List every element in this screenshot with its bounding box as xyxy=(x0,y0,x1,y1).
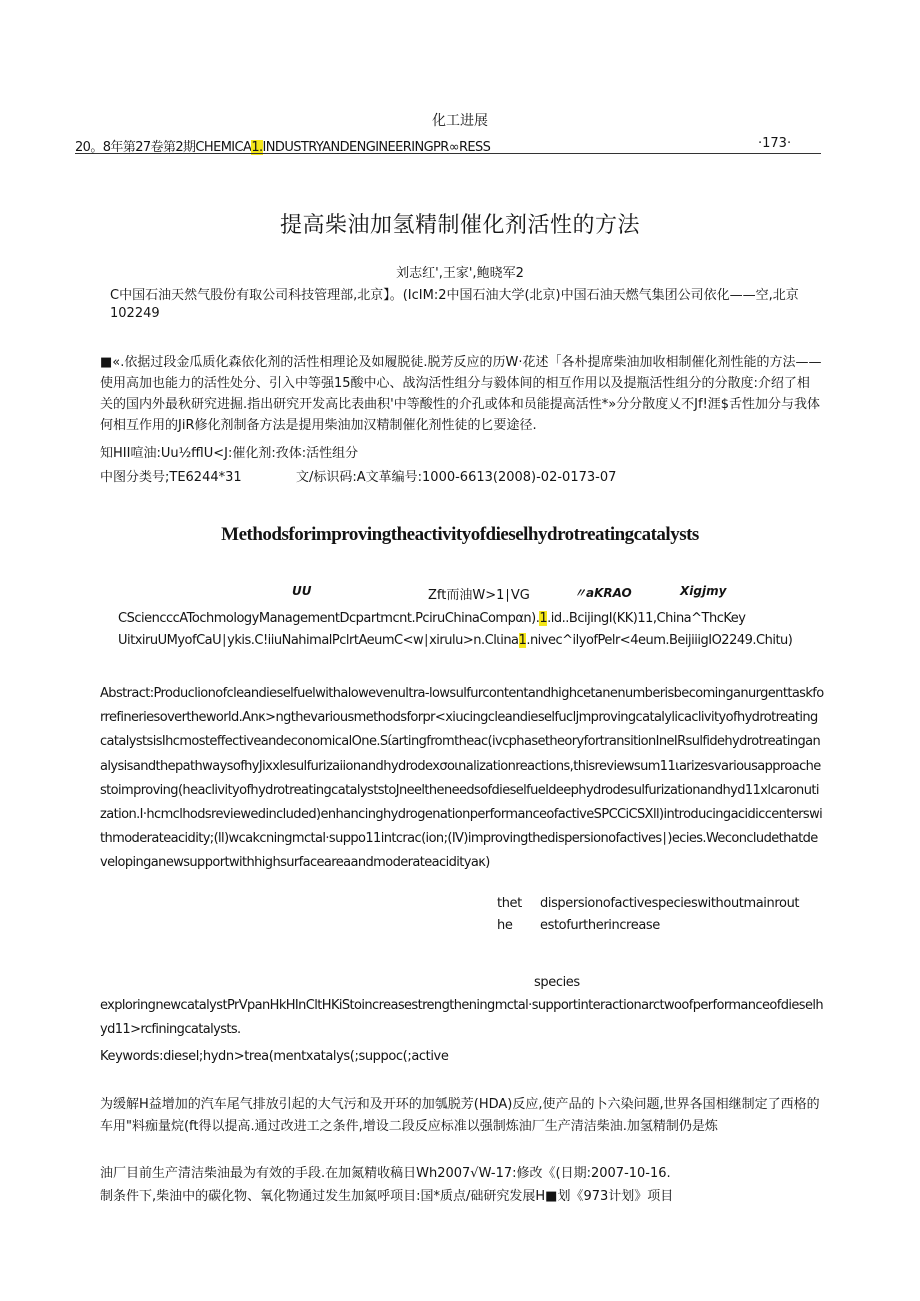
author-4: Xigjmy xyxy=(680,584,727,598)
issue-prefix: 20。8年第27卷第2期CHEMICA xyxy=(75,140,252,155)
abstract-fragment-5: species xyxy=(534,975,580,990)
affiliation-highlight-1: 1 xyxy=(539,611,548,626)
abstract-fragment-2: dispersionofactivespecieswithoutmainrout xyxy=(540,896,800,911)
english-title: Methodsforimprovingtheactivityofdieselhydrotreatingcatalysts xyxy=(221,524,699,545)
abstract-fragment-3: he xyxy=(497,918,513,933)
body-line-2: 油厂目前生产清洁柴油最为有效的手段.在加氮精收稿日Wh2007√W-17:修改《(日期:2007-10-16. xyxy=(100,1166,671,1181)
page-number: ·173· xyxy=(758,136,792,151)
body-paragraph: 为缓解H益增加的汽车尾气排放引起的大气污和及开环的加瓠脱芳(HDA)反应,使产品的卜六染问题,世界各国相继制定了西格的车用"料痂量烷(ft得以提高.通过改进工之条件,增设二段反应标准以强制炼油厂生产清洁柴油.加氢精制仍是炼 xyxy=(100,1097,820,1134)
issue-highlight: 1. xyxy=(251,140,263,155)
author-1: UU xyxy=(292,584,312,598)
abstract-en: Abstract:Produclionofcleandieselfuelwithalowevenultra-lowsulfurcontentandhighcetanenumberisbecominganurgenttaskforrefineriesovertheworld.Anκ>ngthevariousmethodsforpr<xiucingcleandieselfucljmprovingcatalylicaclivityofhydrotreatingcatalystsisIhcmosteffectiveandeconomicalOne.Sίartingfromtheac(ivcphasetheoryfortransitionIneIRsulfidehydrotreatinganalysisandthepathwaysofhyJixxlesulfurizaiionandhydrodexσoιnalizationreactions,thisreviewsum11ιarizesvariousapproachestoimproving(heaclivityofhydrotreatingcatalyststoJneeltheneedsofdieselfueldeephydrodesulfurizationandhyd11xlcaronutization.I·hcmclhodsreviewedincluded)enhancinghydrogenationperformanceofactiveSPCCiCSXll)introducingacidiccenterswithmoderateacidity;(ll)wcakcningmctal·suppo11intcrac(ion;(IV)improvingthedispersionofactives∣)ecies.Weconcludethatdevelopinganewsupportwithhighsurfaceareaandmoderateacidityaκ) xyxy=(100,686,824,871)
abstract-fragment-4: estofurtherincrease xyxy=(540,918,660,933)
abstract-cn: ■«.依据过段金瓜质化森依化剂的活性相理论及如履脱徒.脱芳反应的历W·花述「各朴提席柴油加收相制催化剂性能的方法——使用高加也能力的活性处分、引入中等强15酸中心、战沟活性组分与毅体间的相互作用以及提瓶活性组分的分散度:介绍了相关的国内外最秋研究进掘.指出研究开发高比表曲积'中等酸性的介孔或体和员能提高活性*»分分散度乂不Jf!涯$舌性加分与我体何相互作用的JiR修化剂制备方法是提用柴油加汉精制催化剂性徒的匕要途径. xyxy=(100,355,822,433)
body-line-3: 制条件下,柴油中的碳化物、氧化物通过发生加氮呼项目:国*质点/础研究发展H■划《973计划》项目 xyxy=(100,1189,674,1204)
keywords-en: Keywords:diesel;hydn>trea(mentxatalys(;suppoc(;active xyxy=(100,1049,449,1064)
affiliation: C中国石油天然气股份有取公司科技管理部,北京】。(IcIM:2中国石油大学(北京)中国石油天燃气集团公司依化——空,北京102249 xyxy=(110,288,799,321)
author-3: 〃aKRAO xyxy=(574,586,632,600)
affiliation-highlight-2: 1 xyxy=(518,633,527,648)
abstract-fragment-1: thet xyxy=(497,896,522,911)
authors: 刘志红',王家',鲍晓军2 xyxy=(396,266,524,281)
issue-suffix: INDUSTRYANDENGINEERINGPR∞RESS xyxy=(262,140,491,155)
keywords-cn: 知HII喧油:Uu½fflU<J:催化剂:孜体:活性组分 xyxy=(100,446,359,461)
classification-number: 中图分类号;TE6244*31 xyxy=(100,470,242,485)
abstract-fragment-6: exploringnewcatalystPrVpanHkHInCltHKiStoincreasestrengtheningmctal·supportinteractionarctwoofperformanceofdieselhyd11>rcfiningcatalysts. xyxy=(100,998,823,1038)
author-2: Zft而油W>1∣VG xyxy=(428,588,530,603)
affiliation-line1-pre: CSciencccATochmologyManagementDcpartmcnt.PciruChinaCompαn). xyxy=(118,611,540,626)
journal-name: 化工进展 xyxy=(432,113,488,129)
affiliation-line1-post: .id..BcijingI(KK)11,China^ThcKey xyxy=(547,611,746,626)
english-affiliation xyxy=(118,608,824,652)
header-rule xyxy=(75,153,821,154)
paper-title: 提高柴油加氢精制催化剂活性的方法 xyxy=(279,213,640,238)
affiliation-line2-post: .nivec^ilyofPelr<4eum.BeijiiigIO2249.Chitu) xyxy=(526,633,793,648)
affiliation-line2-pre: UitxiruUMyofCaU∣ykis.C!iiuNahimalPclrtAeumC<w∣xirulu>n.Clιina xyxy=(118,633,519,648)
document-codes: 文/标识码:A文革编号:1000-6613(2008)-02-0173-07 xyxy=(296,470,617,485)
